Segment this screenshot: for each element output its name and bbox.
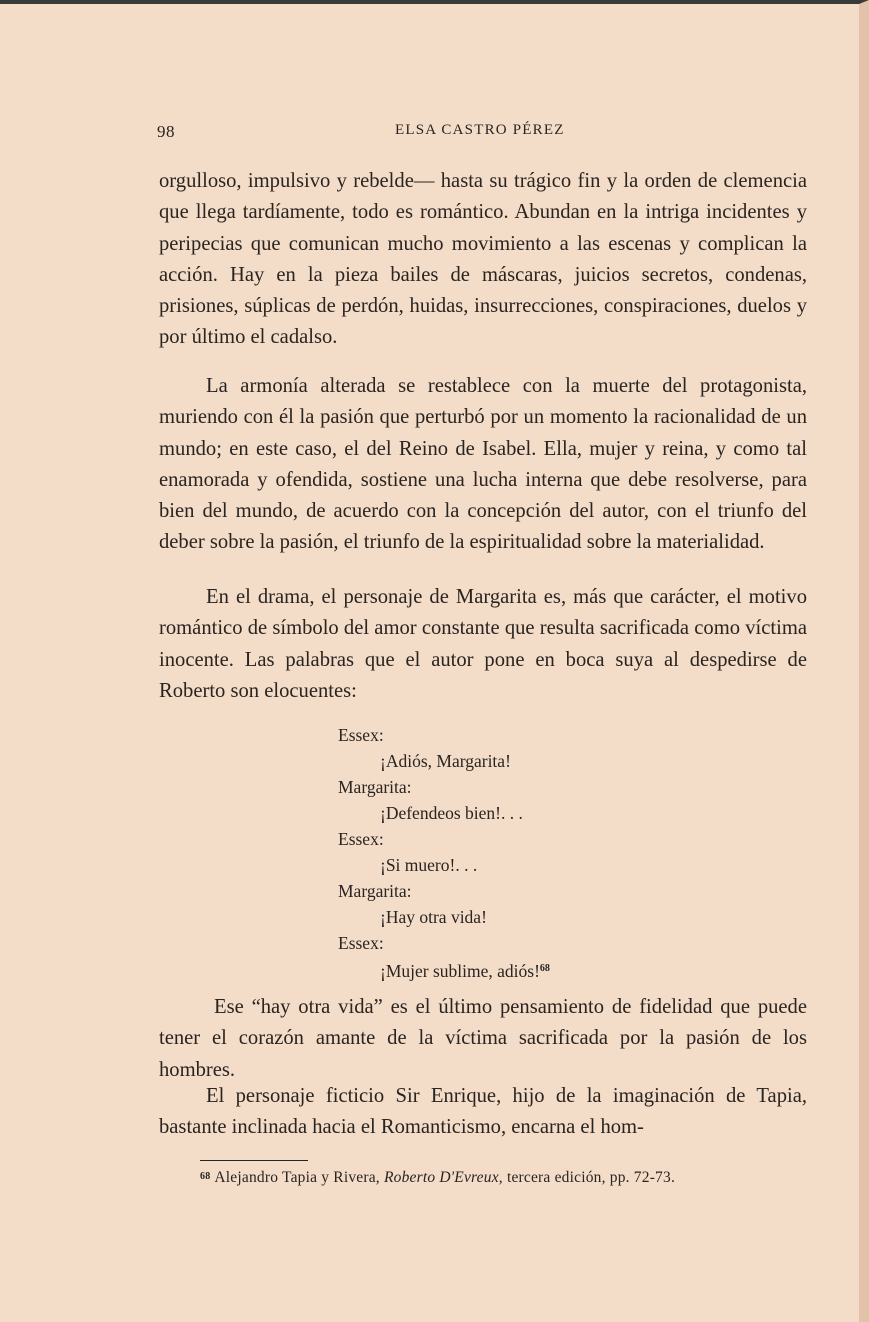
verse-speaker: Essex: (338, 725, 384, 745)
verse-speaker: Essex: (338, 829, 384, 849)
footnote-author: Alejandro Tapia y Rivera, (214, 1169, 380, 1186)
page-header (157, 122, 807, 146)
footnote-reference[interactable]: 68 (539, 963, 550, 974)
verse-line: ¡Defendeos bien!. . . (380, 803, 523, 823)
paragraph-2: La armonía alterada se restablece con la muerte del protagonista, muriendo con él la pasión que perturbó por un momento la racionalidad de un mundo; en este caso, el del Reino de Isabel. Ella, mujer y reina, y como tal enamorada y ofendida, sostiene una lucha interna que debe resolverse, para bien del mundo, de acuerdo con la concepción del autor, con el triunfo del deber sobre la pasión, el triunfo de la espiritualidad sobre la materialidad. (159, 375, 807, 554)
footnote (200, 1167, 800, 1188)
verse-speaker: Margarita: (338, 777, 412, 797)
footnote-title: Roberto D'Evreux, (383, 1169, 503, 1186)
paragraph-1: orgulloso, impulsivo y rebelde— hasta su trágico fin y la orden de clemencia que llega tardíamente, todo es romántico. Abundan en la intriga incidentes y peripecias que comunican mucho movimiento a las escenas y complican la acción. Hay en la pieza bailes de máscaras, juicios secretos, condenas, prisiones, súplicas de perdón, huidas, insurrecciones, conspiraciones, duelos y por último el cadalso. (159, 170, 807, 349)
verse-line-text: ¡Mujer sublime, adiós! (380, 961, 540, 981)
paragraph-5: El personaje ficticio Sir Enrique, hijo de la imaginación de Tapia, bastante inclinada hacia el Romanticismo, encarna el hom- (159, 1085, 807, 1139)
footnote-number: 68 (200, 1171, 211, 1182)
paragraph-4: Ese “hay otra vida” es el último pensamiento de fidelidad que puede tener el corazón amante de la víctima sacrificada por la pasión de los hombres. (159, 996, 807, 1081)
running-head: ELSA CASTRO PÉREZ (395, 122, 565, 138)
verse-line: ¡Si muero!. . . (380, 855, 478, 875)
verse-speaker: Margarita: (338, 881, 412, 901)
footnote-rule (200, 1160, 308, 1161)
verse-speaker: Essex: (338, 933, 384, 953)
footnote-details: tercera edición, pp. 72-73. (506, 1169, 676, 1186)
paragraph-3: En el drama, el personaje de Margarita es, más que carácter, el motivo romántico de símbolo del amor constante que resulta sacrificada como víctima inocente. Las palabras que el autor pone en boca suya al despedirse de Roberto son elocuentes: (159, 586, 807, 702)
verse-line-last (338, 956, 638, 984)
page-number: 98 (157, 122, 175, 141)
verse-line: ¡Hay otra vida! (380, 907, 487, 927)
verse-line: ¡Adiós, Margarita! (380, 751, 511, 771)
verse-quote (338, 722, 638, 984)
